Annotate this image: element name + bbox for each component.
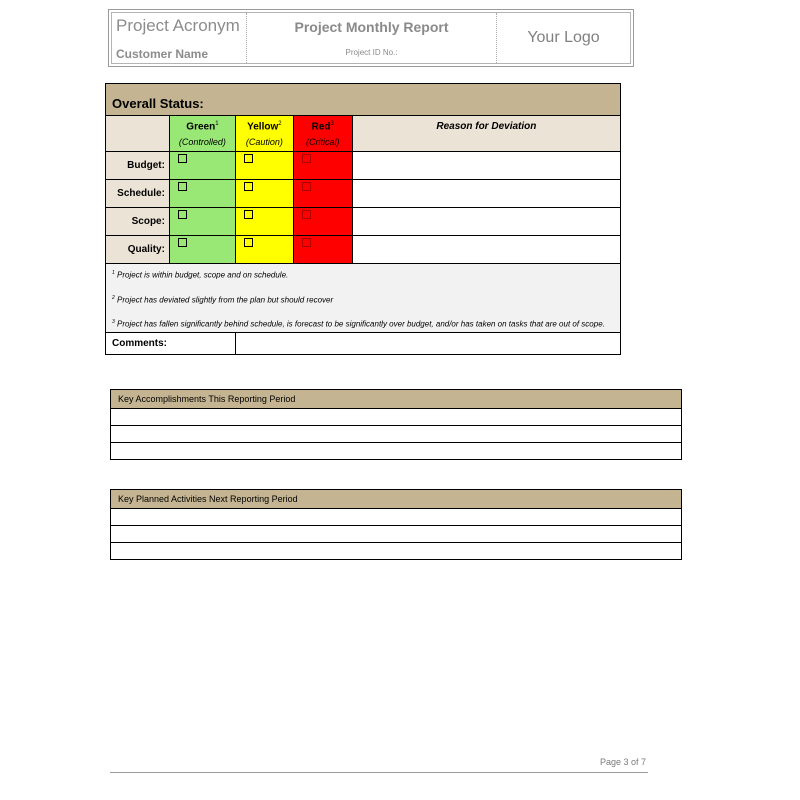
header-project-cell xyxy=(112,13,247,63)
overall-status-title: Overall Status: xyxy=(106,84,621,116)
quality-green-cell xyxy=(169,236,235,264)
schedule-green-checkbox[interactable] xyxy=(178,182,187,191)
schedule-yellow-cell xyxy=(235,180,293,208)
reason-for-deviation-header: Reason for Deviation xyxy=(352,116,620,152)
accomplishments-title: Key Accomplishments This Reporting Period xyxy=(111,390,682,409)
footer-divider xyxy=(110,772,648,773)
green-sublabel: (Controlled) xyxy=(178,136,226,147)
yellow-note: 2 xyxy=(278,121,282,128)
planned-activities-table xyxy=(110,489,682,560)
budget-green-cell xyxy=(169,152,235,180)
scope-red-checkbox[interactable] xyxy=(302,210,311,219)
project-id-label: Project ID No.: xyxy=(345,48,398,57)
budget-reason-field[interactable] xyxy=(352,152,620,180)
budget-red-checkbox[interactable] xyxy=(302,154,311,163)
quality-yellow-cell xyxy=(235,236,293,264)
footnote-2-text: Project has deviated slightly from the plan but should recover xyxy=(117,295,334,305)
row-label-schedule: Schedule: xyxy=(106,180,170,208)
row-label-budget: Budget: xyxy=(106,152,170,180)
budget-yellow-cell xyxy=(235,152,293,180)
budget-red-cell xyxy=(293,152,352,180)
green-label: Green xyxy=(186,121,216,133)
header-logo-cell xyxy=(497,13,630,63)
quality-yellow-checkbox[interactable] xyxy=(244,238,253,247)
planned-activity-line[interactable] xyxy=(111,509,682,526)
project-acronym: Project Acronym xyxy=(116,16,240,35)
footnote-3 xyxy=(112,317,614,330)
planned-activities-title: Key Planned Activities Next Reporting Period xyxy=(111,490,682,509)
footnotes xyxy=(106,264,621,333)
page-number: Page 3 of 7 xyxy=(600,757,647,767)
planned-activity-line[interactable] xyxy=(111,526,682,543)
footnote-1 xyxy=(112,268,614,281)
quality-red-cell xyxy=(293,236,352,264)
schedule-red-checkbox[interactable] xyxy=(302,182,311,191)
budget-green-checkbox[interactable] xyxy=(178,154,187,163)
yellow-label: Yellow xyxy=(247,121,279,133)
row-label-quality: Quality: xyxy=(106,236,170,264)
accomplishments-table xyxy=(110,389,682,460)
footnote-1-number: 1 xyxy=(112,270,115,276)
row-label-scope: Scope: xyxy=(106,208,170,236)
report-header xyxy=(108,9,634,67)
budget-yellow-checkbox[interactable] xyxy=(244,154,253,163)
footnote-1-text: Project is within budget, scope and on schedule. xyxy=(117,270,289,280)
scope-red-cell xyxy=(293,208,352,236)
quality-green-checkbox[interactable] xyxy=(178,238,187,247)
footnote-2 xyxy=(112,293,614,306)
accomplishment-line[interactable] xyxy=(111,409,682,426)
footnote-2-number: 2 xyxy=(112,294,115,301)
quality-reason-field[interactable] xyxy=(352,236,620,264)
red-sublabel: (Critical) xyxy=(306,136,340,147)
accomplishment-line[interactable] xyxy=(111,426,682,443)
footnote-3-number: 3 xyxy=(112,319,115,326)
scope-yellow-checkbox[interactable] xyxy=(244,210,253,219)
scope-reason-field[interactable] xyxy=(352,208,620,236)
planned-activity-line[interactable] xyxy=(111,543,682,560)
table-row xyxy=(106,236,621,264)
schedule-reason-field[interactable] xyxy=(352,180,620,208)
green-note: 1 xyxy=(215,121,219,128)
scope-green-cell xyxy=(169,208,235,236)
red-note: 3 xyxy=(330,121,334,128)
report-title: Project Monthly Report xyxy=(294,19,449,35)
comments-label: Comments: xyxy=(106,332,236,354)
scope-green-checkbox[interactable] xyxy=(178,210,187,219)
comments-field[interactable] xyxy=(235,332,620,354)
table-row xyxy=(106,180,621,208)
schedule-green-cell xyxy=(169,180,235,208)
quality-red-checkbox[interactable] xyxy=(302,238,311,247)
table-row xyxy=(106,208,621,236)
schedule-red-cell xyxy=(293,180,352,208)
header-title-cell xyxy=(247,13,497,63)
red-column-header xyxy=(293,116,352,152)
table-row xyxy=(106,152,621,180)
footnote-3-text: Project has fallen significantly behind schedule, is forecast to be significantly over budget, and/or has taken on tasks that are out of scope. xyxy=(117,319,605,329)
header-blank-cell xyxy=(106,116,170,152)
scope-yellow-cell xyxy=(235,208,293,236)
green-column-header xyxy=(169,116,235,152)
accomplishment-line[interactable] xyxy=(111,443,682,460)
logo-placeholder: Your Logo xyxy=(527,29,600,46)
red-label: Red xyxy=(311,121,331,133)
customer-name: Customer Name xyxy=(116,47,209,61)
yellow-column-header xyxy=(235,116,293,152)
yellow-sublabel: (Caution) xyxy=(245,136,283,147)
schedule-yellow-checkbox[interactable] xyxy=(244,182,253,191)
overall-status-table xyxy=(105,83,621,355)
